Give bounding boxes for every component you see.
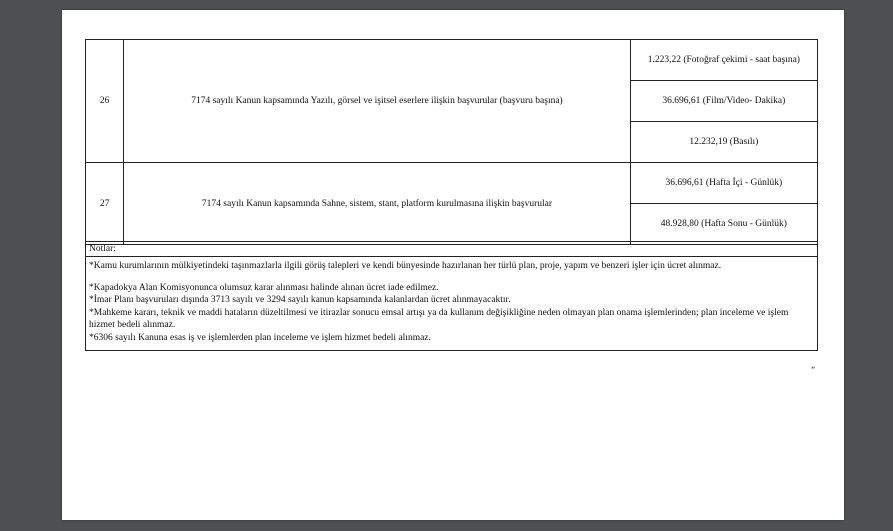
note-item: *Kamu kurumlarının mülkiyetindeki taşınmazlarla ilgili görüş talepleri ve kendi bünyesinde hazırlanan her türlü plan, proje, yapım ve benzeri işler için ücret alınmaz. [89, 261, 722, 271]
fee-cell: 12.232,19 (Basılı) [630, 122, 817, 163]
table-row [86, 40, 818, 81]
note-item: *Mahkeme kararı, teknik ve maddi hataların düzeltilmesi ve itirazlar sonucu emsal artışı ya da kullanım değişikliğine neden olmayan plan onama işlemlerinden; plan inceleme ve işlem hizmet bedeli alınmaz. [89, 307, 789, 330]
note-item: *6306 sayılı Kanuna esas iş ve işlemlerden plan inceleme ve işlem hizmet bedeli alınmaz. [89, 332, 431, 343]
closing-quote-mark: ” [811, 365, 815, 375]
note-item: *Kapadokya Alan Komisyonunca olumsuz karar alınması halinde alınan ücret iade edilmez. [89, 282, 439, 293]
notes-box [85, 241, 818, 351]
fee-cell: 36.696,61 (Hafta İçi - Günlük) [630, 163, 817, 204]
fee-table [85, 39, 818, 245]
row-description: 7174 sayılı Kanun kapsamında Yazılı, görsel ve işitsel eserlere ilişkin başvurular (başvuru başına) [124, 40, 630, 163]
fee-cell: 36.696,61 (Film/Video- Dakika) [630, 81, 817, 122]
table-row [86, 163, 818, 204]
notes-list [86, 257, 817, 350]
fee-cell: 1.223,22 (Fotoğraf çekimi - saat başına) [630, 40, 817, 81]
document-page [62, 10, 844, 520]
row-number: 27 [86, 163, 124, 245]
fee-cell: 48.928,80 (Hafta Sonu - Günlük) [630, 204, 817, 245]
note-item: *İmar Planı başvuruları dışında 3713 sayılı ve 3294 sayılı kanun kapsamında kalanlardan ücret alınmayacaktır. [89, 295, 511, 305]
row-number: 26 [86, 40, 124, 163]
row-description: 7174 sayılı Kanun kapsamında Sahne, sistem, stant, platform kurulmasına ilişkin başvurular [124, 163, 630, 245]
notes-title: Notlar: [86, 241, 817, 257]
